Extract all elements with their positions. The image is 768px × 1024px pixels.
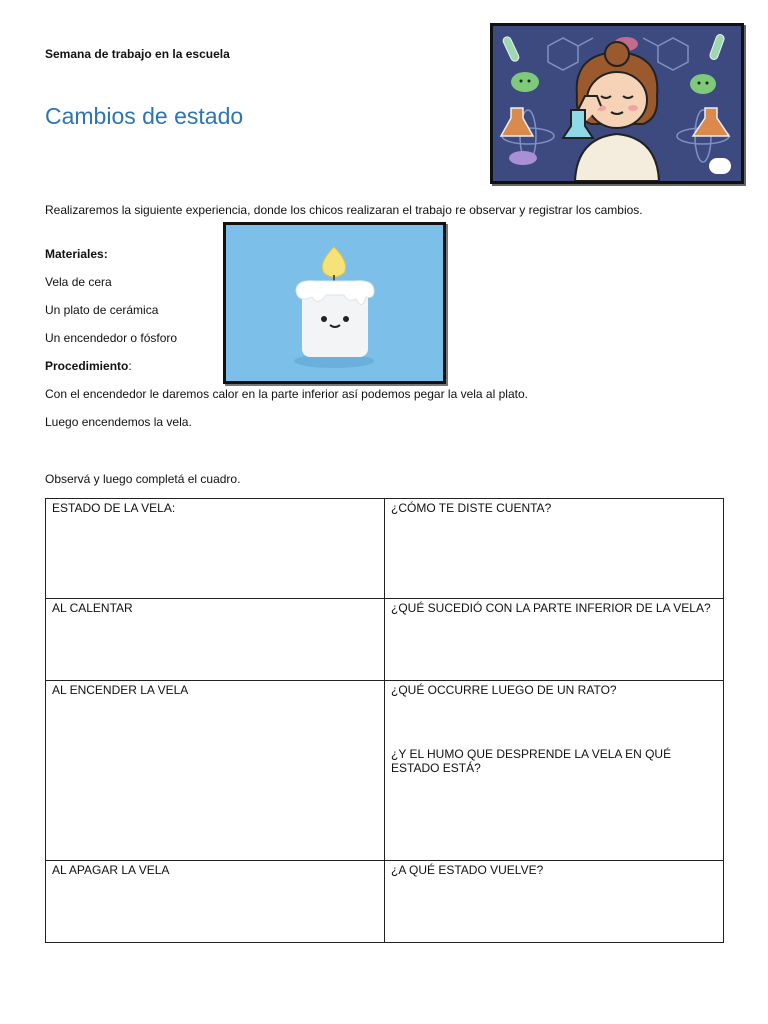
procedure-heading-colon: :: [128, 359, 132, 373]
table-cell-question[interactable]: [385, 499, 724, 599]
question-text: ¿A QUÉ ESTADO VUELVE?: [391, 863, 544, 877]
question-text: ¿QUÉ SUCEDIÓ CON LA PARTE INFERIOR DE LA VELA?: [391, 601, 711, 615]
page-kicker: Semana de trabajo en la escuela: [45, 47, 230, 61]
table-cell-state[interactable]: AL CALENTAR: [46, 599, 385, 681]
candle-drawing: [226, 225, 443, 381]
table-instruction: Observá y luego completá el cuadro.: [45, 472, 241, 486]
page-title: Cambios de estado: [45, 103, 244, 129]
materials-heading: Materiales:: [45, 247, 108, 261]
intro-paragraph: Realizaremos la siguiente experiencia, donde los chicos realizaran el trabajo re observar y registrar los cambios.: [45, 203, 643, 217]
candle-illustration: [223, 222, 446, 384]
table-cell-question[interactable]: [385, 599, 724, 681]
procedure-step: Luego encendemos la vela.: [45, 415, 192, 429]
table-cell-question[interactable]: [385, 861, 724, 943]
table-row: [46, 599, 724, 681]
procedure-heading-label: Procedimiento: [45, 359, 129, 373]
material-item: Un plato de cerámica: [45, 303, 159, 317]
material-item: Vela de cera: [45, 275, 112, 289]
table-cell-state[interactable]: AL APAGAR LA VELA: [46, 861, 385, 943]
table-row: [46, 861, 724, 943]
table-row: [46, 499, 724, 599]
procedure-step: Con el encendedor le daremos calor en la parte inferior así podemos pegar la vela al plato.: [45, 387, 528, 401]
scientist-illustration: [490, 23, 744, 184]
table-cell-question[interactable]: [385, 681, 724, 861]
table-cell-state[interactable]: AL ENCENDER LA VELA: [46, 681, 385, 861]
question-text: ¿Y EL HUMO QUE DESPRENDE LA VELA EN QUÉ ESTADO ESTÁ?: [391, 747, 672, 775]
table-cell-state[interactable]: ESTADO DE LA VELA:: [46, 499, 385, 599]
table-row: [46, 681, 724, 861]
question-text: ¿CÓMO TE DISTE CUENTA?: [391, 501, 552, 515]
scientist-drawing: [493, 26, 741, 181]
observation-table: [45, 498, 724, 943]
procedure-heading: [45, 359, 132, 374]
question-text: ¿QUÉ OCCURRE LUEGO DE UN RATO?: [391, 683, 617, 697]
material-item: Un encendedor o fósforo: [45, 331, 178, 345]
